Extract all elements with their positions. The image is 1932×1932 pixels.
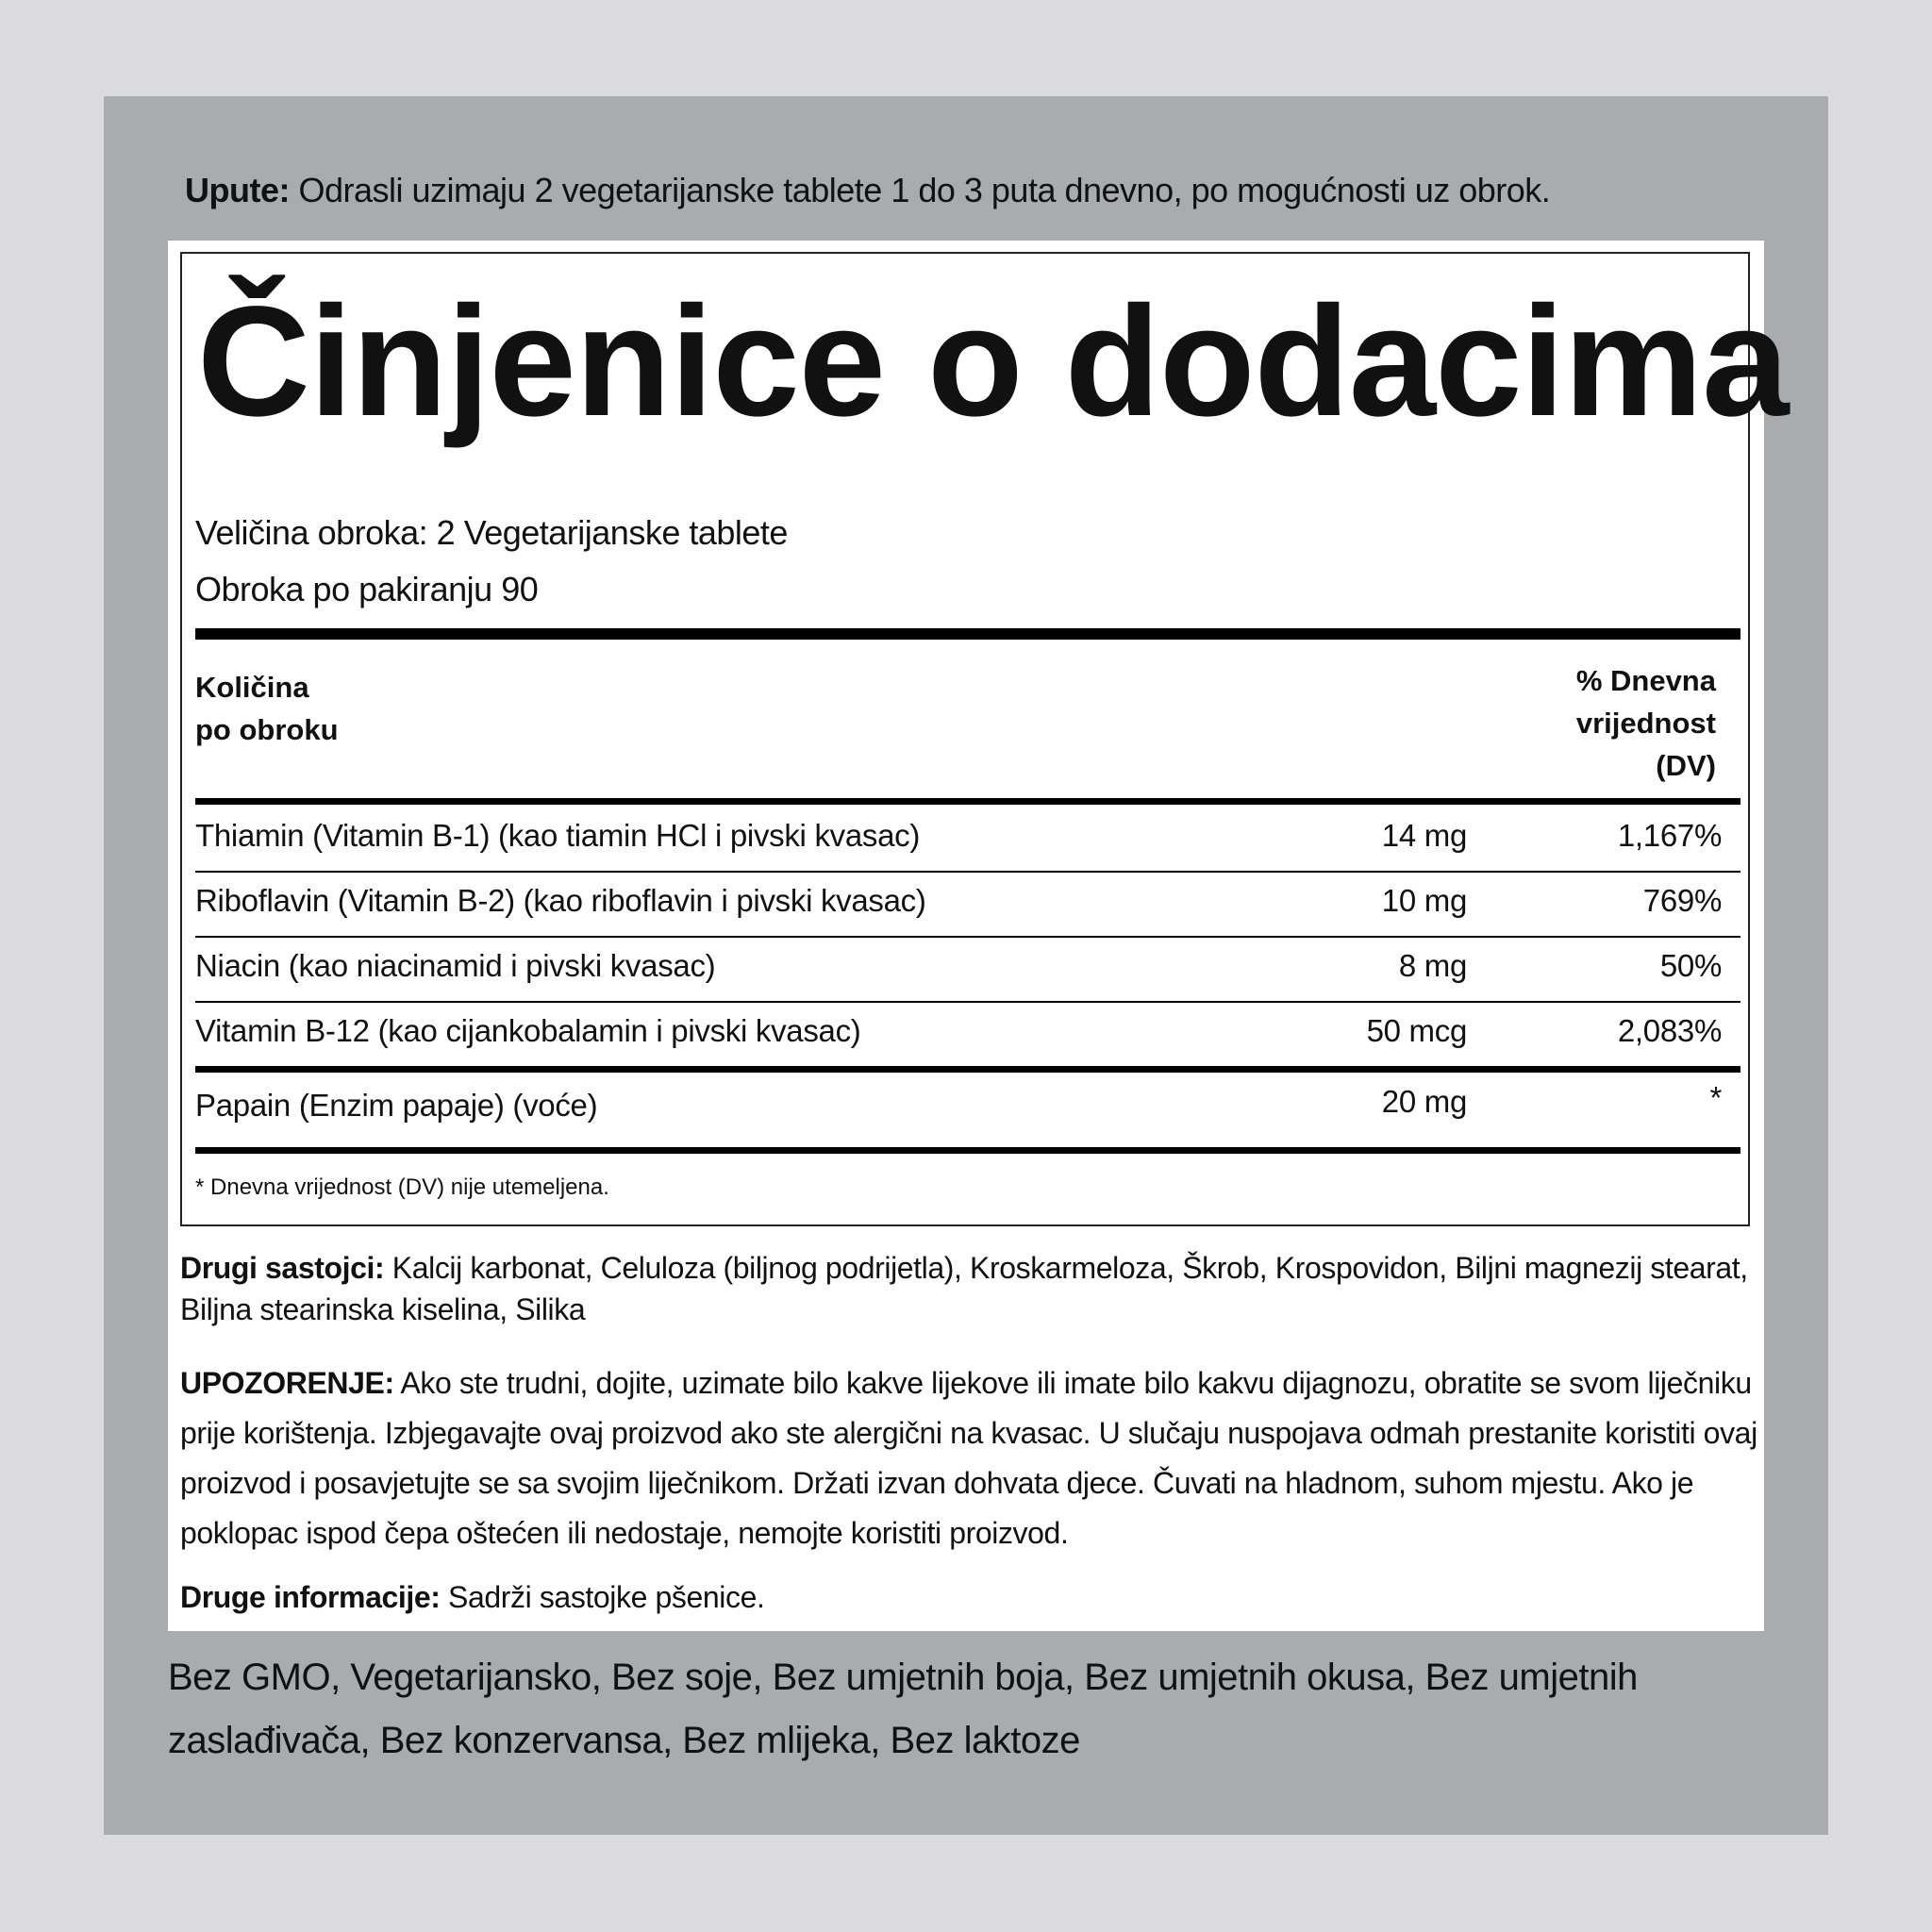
nutrient-name: Vitamin B-12 (kao cijankobalamin i pivski kvasac)	[195, 1013, 861, 1048]
nutrient-dv: 2,083%	[1617, 1013, 1722, 1048]
warning-text: Ako ste trudni, dojite, uzimate bilo kakve lijekove ili imate bilo kakvu dijagnozu, obratite se svom liječniku prije korištenja. Izbjegavajte ovaj proizvod ako ste alergični na kvasac. U slučaju nuspojava odmah prestanite koristiti ovaj proizvod i posavjetujte se sa svojim liječnikom. Držati izvan dohvata djece. Čuvati na hladnom, suhom mjestu. Ako je poklopac ispod čepa oštećen ili nedostaje, nemojte koristiti proizvod.	[180, 1366, 1757, 1550]
nutrient-name: Niacin (kao niacinamid i pivski kvasac)	[195, 948, 716, 983]
nutrient-amount: 50 mcg	[1366, 1013, 1467, 1048]
amount-per-serving-header	[195, 666, 339, 751]
directions-label: Upute:	[185, 171, 290, 209]
header-dv-line1: % Dnevna	[1575, 664, 1716, 697]
table-row	[195, 808, 1740, 864]
dv-footnote: * Dnevna vrijednost (DV) nije utemeljena.	[195, 1174, 609, 1200]
other-info-text: Sadrži sastojke pšenice.	[440, 1580, 765, 1614]
table-row	[195, 1003, 1740, 1059]
daily-value-header	[1576, 659, 1716, 787]
divider-medium	[195, 1147, 1740, 1154]
nutrient-name: Papain (Enzim papaje) (voće)	[195, 1088, 598, 1123]
other-ingredients-label: Drugi sastojci:	[180, 1251, 385, 1285]
divider-medium	[195, 798, 1740, 805]
nutrient-dv: 1,167%	[1617, 818, 1722, 853]
table-row	[195, 938, 1740, 994]
warning-label: UPOZORENJE:	[180, 1366, 394, 1400]
table-row	[195, 873, 1740, 929]
directions	[185, 168, 1789, 213]
servings-per-container: Obroka po pakiranju 90	[195, 570, 539, 608]
header-dv-line2: vrijednost	[1575, 707, 1716, 740]
nutrient-dv: *	[1709, 1080, 1722, 1115]
facts-title: Činjenice o dodacima	[197, 275, 1789, 449]
other-info-label: Druge informacije:	[180, 1580, 441, 1614]
nutrient-name: Thiamin (Vitamin B-1) (kao tiamin HCl i pivski kvasac)	[195, 818, 921, 853]
nutrient-amount: 10 mg	[1381, 883, 1467, 918]
serving-info	[195, 505, 788, 618]
nutrient-name: Riboflavin (Vitamin B-2) (kao riboflavin i pivski kvasac)	[195, 883, 926, 918]
other-information	[180, 1574, 1765, 1620]
table-row	[195, 1077, 1740, 1134]
header-amount-line1: Količina	[195, 671, 309, 704]
warning	[180, 1358, 1765, 1558]
divider-medium	[195, 1066, 1740, 1073]
divider-thick	[195, 628, 1740, 640]
header-amount-line2: po obroku	[195, 713, 339, 746]
nutrient-amount: 8 mg	[1398, 948, 1467, 983]
nutrient-amount: 20 mg	[1381, 1084, 1467, 1119]
nutrient-amount: 14 mg	[1381, 818, 1467, 853]
free-from-claims: Bez GMO, Vegetarijansko, Bez soje, Bez umjetnih boja, Bez umjetnih okusa, Bez umjetnih zaslađivača, Bez konzervansa, Bez mlijeka, Bez laktoze	[168, 1657, 1638, 1761]
supplement-facts-box	[180, 252, 1789, 1226]
other-ingredients-text: Kalcij karbonat, Celuloza (biljnog podrijetla), Kroskarmeloza, Škrob, Krospovidon, Biljni magnezij stearat, Biljna stearinska kiselina, Silika	[180, 1251, 1748, 1326]
other-ingredients	[180, 1247, 1765, 1330]
directions-text: Odrasli uzimaju 2 vegetarijanske tablete 1 do 3 puta dnevno, po mogućnosti uz obrok.	[289, 171, 1551, 209]
nutrient-dv: 50%	[1659, 948, 1722, 983]
nutrient-dv: 769%	[1642, 883, 1722, 918]
serving-size: Veličina obroka: 2 Vegetarijanske tablete	[195, 513, 788, 552]
header-dv-line3: (DV)	[1656, 749, 1716, 782]
